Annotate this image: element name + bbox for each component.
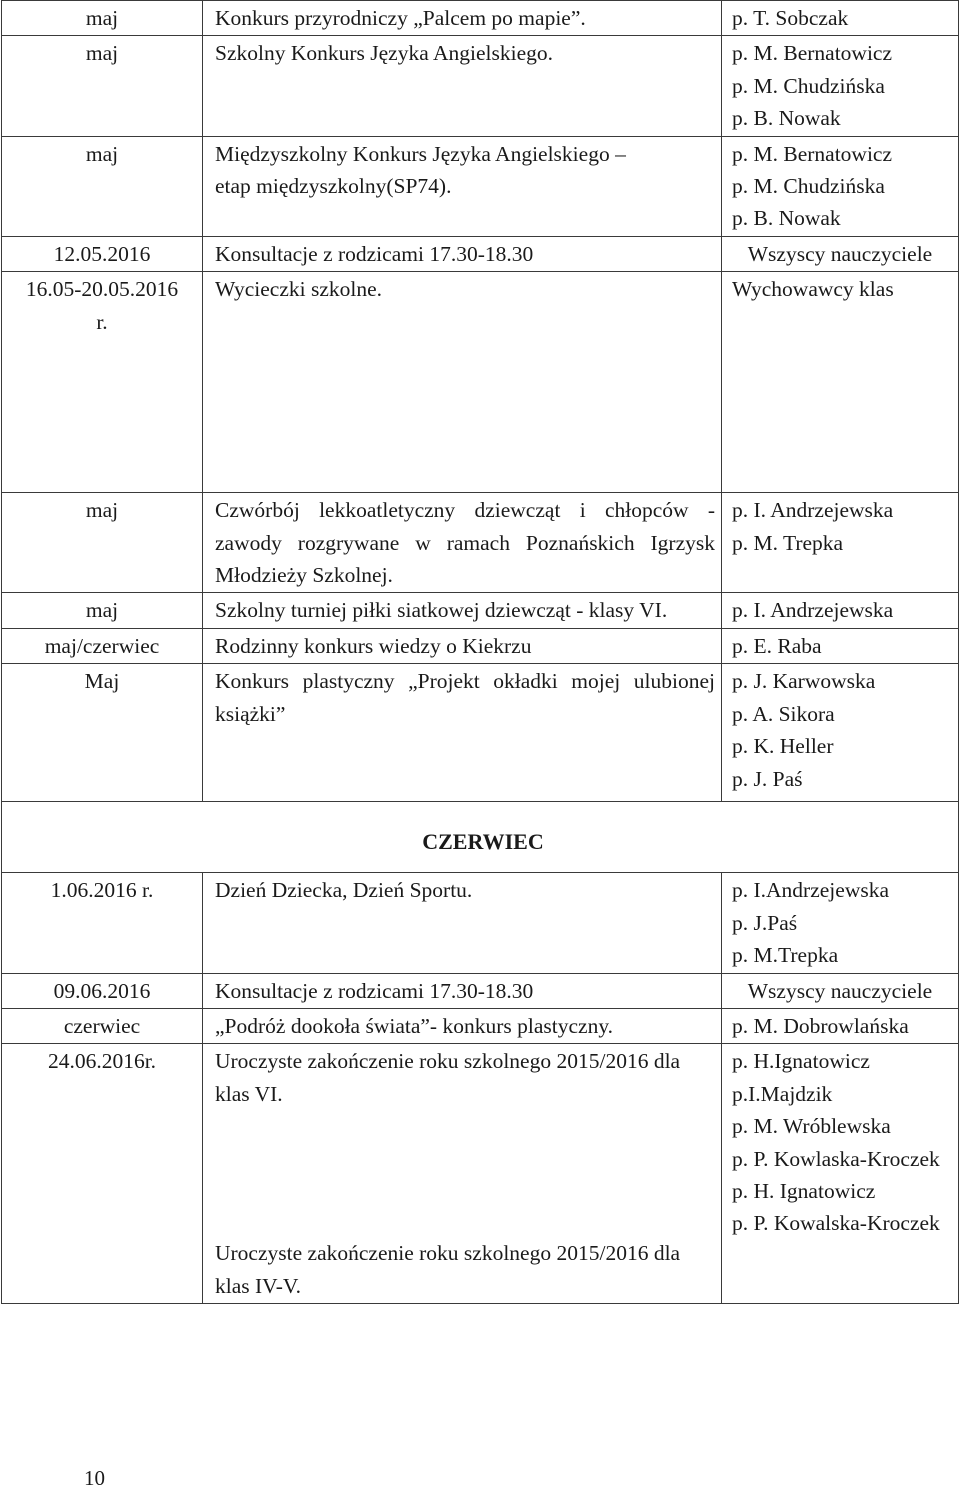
person-name: p. M. Chudzińska — [732, 174, 885, 199]
person-name: p. M. Chudzińska — [732, 73, 885, 98]
person-name: p. M. Trepka — [732, 530, 844, 555]
person-name: p. J. Paś — [732, 766, 803, 791]
page-number: 10 — [84, 1466, 105, 1490]
persons-cell — [722, 236, 959, 271]
person-name: p. I. Andrzejewska — [732, 598, 894, 623]
person-name: p. H.Ignatowicz — [732, 1049, 870, 1074]
event-part: Uroczyste zakończenie roku szkolnego 2015/2016 dla klas IV-V. — [215, 1241, 681, 1298]
person-name: p. A. Sikora — [732, 701, 835, 726]
date-cell: 24.06.2016r. — [2, 1044, 203, 1304]
person-name: Wychowawcy klas — [732, 277, 894, 302]
persons-cell — [722, 1008, 959, 1043]
persons-cell — [722, 593, 959, 628]
event-cell: Konsultacje z rodzicami 17.30-18.30 — [203, 236, 722, 271]
table-row — [2, 973, 959, 1008]
table-row — [2, 664, 959, 802]
person-name: p. M. Wróblewska — [732, 1114, 891, 1139]
person-name: p.I.Majdzik — [732, 1081, 833, 1106]
event-cell: Konkurs przyrodniczy „Palcem po mapie”. — [203, 1, 722, 36]
table-row — [2, 873, 959, 973]
table-row — [2, 593, 959, 628]
person-name: p. M. Bernatowicz — [732, 41, 893, 66]
date-cell: maj — [2, 493, 203, 593]
person-name: p. I. Andrzejewska — [732, 498, 894, 523]
event-cell: Konsultacje z rodzicami 17.30-18.30 — [203, 973, 722, 1008]
section-row — [2, 801, 959, 872]
person-name: p. P. Kowalska-Kroczek — [732, 1211, 940, 1236]
date-cell: maj — [2, 136, 203, 236]
table-row — [2, 628, 959, 663]
event-cell: Dzień Dziecka, Dzień Sportu. — [203, 873, 722, 973]
persons-cell — [722, 136, 959, 236]
person-name: p. J.Paś — [732, 910, 798, 935]
person-name: p. B. Nowak — [732, 106, 841, 131]
persons-cell — [722, 628, 959, 663]
date-line: 16.05-20.05.2016 — [25, 277, 179, 302]
person-name: p. P. Kowlaska-Kroczek — [732, 1146, 940, 1171]
event-line: etap międzyszkolny(SP74). — [215, 174, 452, 199]
table-row — [2, 1, 959, 36]
date-cell: 12.05.2016 — [2, 236, 203, 271]
table-row — [2, 236, 959, 271]
person-name: p. M. Bernatowicz — [732, 141, 893, 166]
person-name: p. B. Nowak — [732, 206, 841, 231]
date-line: r. — [96, 309, 108, 334]
person-name: p. T. Sobczak — [732, 6, 849, 30]
person-name: p. E. Raba — [732, 633, 822, 658]
event-part: Uroczyste zakończenie roku szkolnego 2015/2016 dla klas VI. — [215, 1049, 681, 1106]
person-name: p. H. Ignatowicz — [732, 1178, 876, 1203]
table-row — [2, 136, 959, 236]
date-cell: 1.06.2016 r. — [2, 873, 203, 973]
event-cell: Szkolny turniej piłki siatkowej dziewcząt - klasy VI. — [203, 593, 722, 628]
event-cell: Konkurs plastyczny „Projekt okładki mojej ulubionej książki” — [203, 664, 722, 802]
persons-cell — [722, 1044, 959, 1304]
schedule-table — [1, 0, 959, 1304]
date-cell: maj — [2, 1, 203, 36]
event-cell: Czwórbój lekkoatletyczny dziewcząt i chłopców - zawody rozgrywane w ramach Poznańskich Igrzysk Młodzieży Szkolnej. — [203, 493, 722, 593]
persons-cell — [722, 272, 959, 493]
table-row — [2, 493, 959, 593]
person-name: p. M. Dobrowlańska — [732, 1013, 909, 1038]
section-title: CZERWIEC — [2, 801, 959, 872]
person-name: Wszyscy nauczyciele — [747, 241, 933, 266]
event-cell: Wycieczki szkolne. — [203, 272, 722, 493]
persons-cell — [722, 873, 959, 973]
date-cell — [2, 272, 203, 493]
event-cell: Szkolny Konkurs Języka Angielskiego. — [203, 36, 722, 136]
person-name: p. J. Karwowska — [732, 669, 876, 694]
date-cell: maj — [2, 36, 203, 136]
person-name: Wszyscy nauczyciele — [747, 978, 933, 1003]
persons-cell — [722, 664, 959, 802]
event-cell: „Podróż dookoła świata”- konkurs plastyczny. — [203, 1008, 722, 1043]
persons-cell — [722, 1, 959, 36]
table-row — [2, 1044, 959, 1304]
date-cell: 09.06.2016 — [2, 973, 203, 1008]
date-cell: maj — [2, 593, 203, 628]
table-row — [2, 36, 959, 136]
persons-cell — [722, 493, 959, 593]
table-row — [2, 272, 959, 493]
person-name: p. I.Andrzejewska — [732, 878, 890, 903]
person-name: p. M.Trepka — [732, 943, 839, 968]
persons-cell — [722, 973, 959, 1008]
event-line: Międzyszkolny Konkurs Języka Angielskiego – — [215, 141, 626, 166]
persons-cell — [722, 36, 959, 136]
date-cell: Maj — [2, 664, 203, 802]
person-name: p. K. Heller — [732, 734, 834, 759]
table-row — [2, 1008, 959, 1043]
event-cell: Rodzinny konkurs wiedzy o Kiekrzu — [203, 628, 722, 663]
event-cell — [203, 1044, 722, 1304]
date-cell: czerwiec — [2, 1008, 203, 1043]
event-cell — [203, 136, 722, 236]
date-cell: maj/czerwiec — [2, 628, 203, 663]
